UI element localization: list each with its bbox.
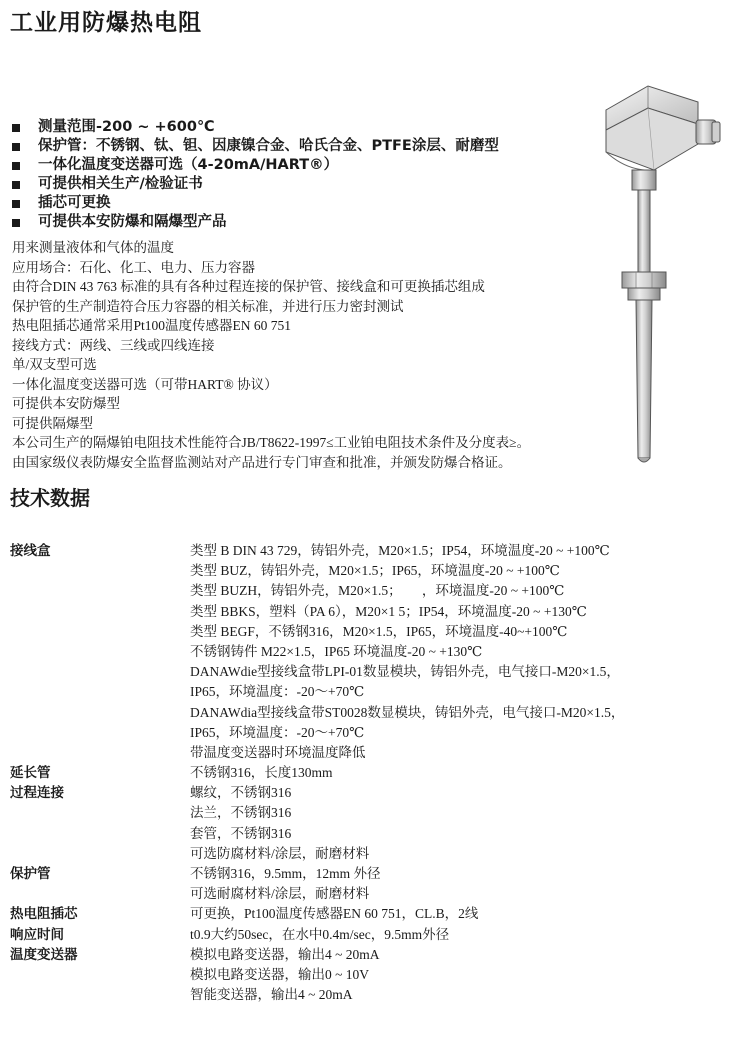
feature-list bbox=[12, 118, 499, 232]
spec-label: 保护管 bbox=[10, 866, 51, 882]
spec-value: 类型 B DIN 43 729，铸铝外壳，M20×1.5；IP54，环境温度-20 ~ +100℃ bbox=[190, 543, 610, 558]
spec-value: 类型 BBKS，塑料（PA 6），M20×1 5；IP54，环境温度-20 ~ +130℃ bbox=[190, 603, 587, 619]
feature-text: 测量范围-200 ~ +600℃ bbox=[38, 119, 215, 135]
spec-value: 类型 BUZ，铸铝外壳，M20×1.5；IP65，环境温度-20 ~ +100℃ bbox=[190, 563, 560, 579]
feature-item bbox=[12, 118, 499, 137]
spec-row bbox=[0, 824, 738, 844]
spec-value: 类型 BEGF，不锈钢316，M20×1.5，IP65，环境温度-40~+100℃ bbox=[190, 623, 568, 639]
spec-row bbox=[0, 561, 738, 581]
description-line: 由符合DIN 43 763 标准的具有各种过程连接的保护管、接线盒和可更换插芯组成 bbox=[12, 279, 485, 294]
spec-value: 不锈钢316，9.5mm，12mm 外径 bbox=[190, 866, 381, 881]
spec-row bbox=[0, 622, 738, 642]
spec-value: 类型 BUZH，铸铝外壳，M20×1.5； ，环境温度-20 ~ +100℃ bbox=[190, 583, 565, 599]
spec-table bbox=[0, 541, 738, 1005]
description-line: 由国家级仪表防爆安全监督监测站对产品进行专门审查和批准，并颁发防爆合格证。 bbox=[12, 454, 512, 470]
spec-value: IP65，环境温度：-20～+70℃ bbox=[190, 684, 365, 700]
description-line: 一体化温度变送器可选（可带HART® 协议） bbox=[12, 376, 278, 392]
spec-value: 套管，不锈钢316 bbox=[190, 825, 292, 841]
bullet-square-icon bbox=[12, 181, 20, 189]
description-line: 接线方式：两线、三线或四线连接 bbox=[12, 337, 215, 353]
spec-row bbox=[0, 763, 738, 783]
spec-row bbox=[0, 541, 738, 561]
description-list bbox=[12, 238, 530, 472]
feature-text: 保护管：不锈钢、钛、钽、因康镍合金、哈氏合金、PTFE涂层、耐磨型 bbox=[38, 138, 499, 154]
spec-value: t0.9大约50sec，在水中0.4m/sec，9.5mm外径 bbox=[190, 926, 450, 942]
spec-value: 法兰，不锈钢316 bbox=[190, 805, 292, 821]
spec-row bbox=[0, 581, 738, 601]
spec-value: DANAWdie型接线盒带LPI-01数显模块，铸铝外壳，电气接口-M20×1.5， bbox=[190, 664, 620, 680]
spec-row bbox=[0, 803, 738, 823]
spec-value: 带温度变送器时环境温度降低 bbox=[190, 744, 366, 760]
spec-row bbox=[0, 602, 738, 622]
description-line: 可提供本安防爆型 bbox=[12, 396, 120, 411]
feature-item bbox=[12, 213, 499, 232]
spec-label: 响应时间 bbox=[10, 926, 64, 943]
spec-row bbox=[0, 703, 738, 723]
feature-text: 可提供本安防爆和隔爆型产品 bbox=[38, 214, 227, 230]
description-line: 用来测量液体和气体的温度 bbox=[12, 240, 174, 255]
bullet-square-icon bbox=[12, 124, 20, 132]
spec-value: 不锈钢铸件 M22×1.5，IP65 环境温度-20 ~ +130℃ bbox=[190, 643, 483, 659]
page-title: 工业用防爆热电阻 bbox=[10, 10, 202, 36]
bullet-square-icon bbox=[12, 162, 20, 170]
bullet-square-icon bbox=[12, 143, 20, 151]
spec-row bbox=[0, 965, 738, 985]
bullet-square-icon bbox=[12, 200, 20, 208]
spec-row bbox=[0, 925, 738, 945]
spec-label: 温度变送器 bbox=[10, 946, 78, 963]
spec-label: 热电阻插芯 bbox=[10, 906, 78, 923]
spec-value: DANAWdia型接线盒带ST0028数显模块，铸铝外壳，电气接口-M20×1.5， bbox=[190, 704, 625, 720]
spec-value: 可选耐腐材料/涂层，耐磨材料 bbox=[190, 886, 370, 902]
feature-text: 可提供相关生产/检验证书 bbox=[38, 176, 203, 192]
spec-row bbox=[0, 743, 738, 763]
feature-text: 一体化温度变送器可选（4-20mA/HART®） bbox=[38, 157, 339, 173]
spec-label: 接线盒 bbox=[10, 543, 51, 559]
spec-row bbox=[0, 662, 738, 682]
spec-row bbox=[0, 985, 738, 1005]
spec-value: 智能变送器，输出4 ~ 20mA bbox=[190, 987, 353, 1003]
tech-data-heading: 技术数据 bbox=[10, 486, 90, 510]
feature-item bbox=[12, 156, 499, 175]
description-line: 本公司生产的隔爆铂电阻技术性能符合JB/T8622-1997≤工业铂电阻技术条件及分度表≥。 bbox=[12, 435, 531, 450]
spec-value: IP65，环境温度：-20～+70℃ bbox=[190, 724, 365, 740]
spec-value: 螺纹，不锈钢316 bbox=[190, 785, 292, 801]
spec-value: 模拟电路变送器，输出0 ~ 10V bbox=[190, 966, 370, 982]
description-line: 保护管的生产制造符合压力容器的相关标准，并进行压力密封测试 bbox=[12, 298, 404, 314]
spec-value: 模拟电路变送器，输出4 ~ 20mA bbox=[190, 946, 380, 962]
description-line: 热电阻插芯通常采用Pt100温度传感器EN 60 751 bbox=[12, 318, 292, 333]
description-line: 应用场合：石化、化工、电力、压力容器 bbox=[12, 259, 255, 275]
spec-row bbox=[0, 904, 738, 924]
spec-label: 延长管 bbox=[10, 765, 51, 782]
spec-row bbox=[0, 945, 738, 965]
spec-row bbox=[0, 783, 738, 803]
description-line: 单/双支型可选 bbox=[12, 357, 97, 372]
description-line: 可提供隔爆型 bbox=[12, 415, 93, 431]
feature-item bbox=[12, 194, 499, 213]
spec-row bbox=[0, 682, 738, 702]
bullet-square-icon bbox=[12, 219, 20, 227]
spec-row bbox=[0, 844, 738, 864]
spec-value: 不锈钢316，长度130mm bbox=[190, 765, 333, 781]
feature-item bbox=[12, 137, 499, 156]
spec-row bbox=[0, 884, 738, 904]
feature-item bbox=[12, 175, 499, 194]
spec-value: 可选防腐材料/涂层，耐磨材料 bbox=[190, 845, 370, 861]
spec-row bbox=[0, 642, 738, 662]
thermometer-product-image bbox=[588, 72, 726, 477]
spec-row bbox=[0, 864, 738, 884]
spec-value: 可更换，Pt100温度传感器EN 60 751，CL.B，2线 bbox=[190, 906, 479, 922]
spec-row bbox=[0, 723, 738, 743]
feature-text: 插芯可更换 bbox=[38, 195, 111, 211]
spec-label: 过程连接 bbox=[10, 785, 64, 802]
